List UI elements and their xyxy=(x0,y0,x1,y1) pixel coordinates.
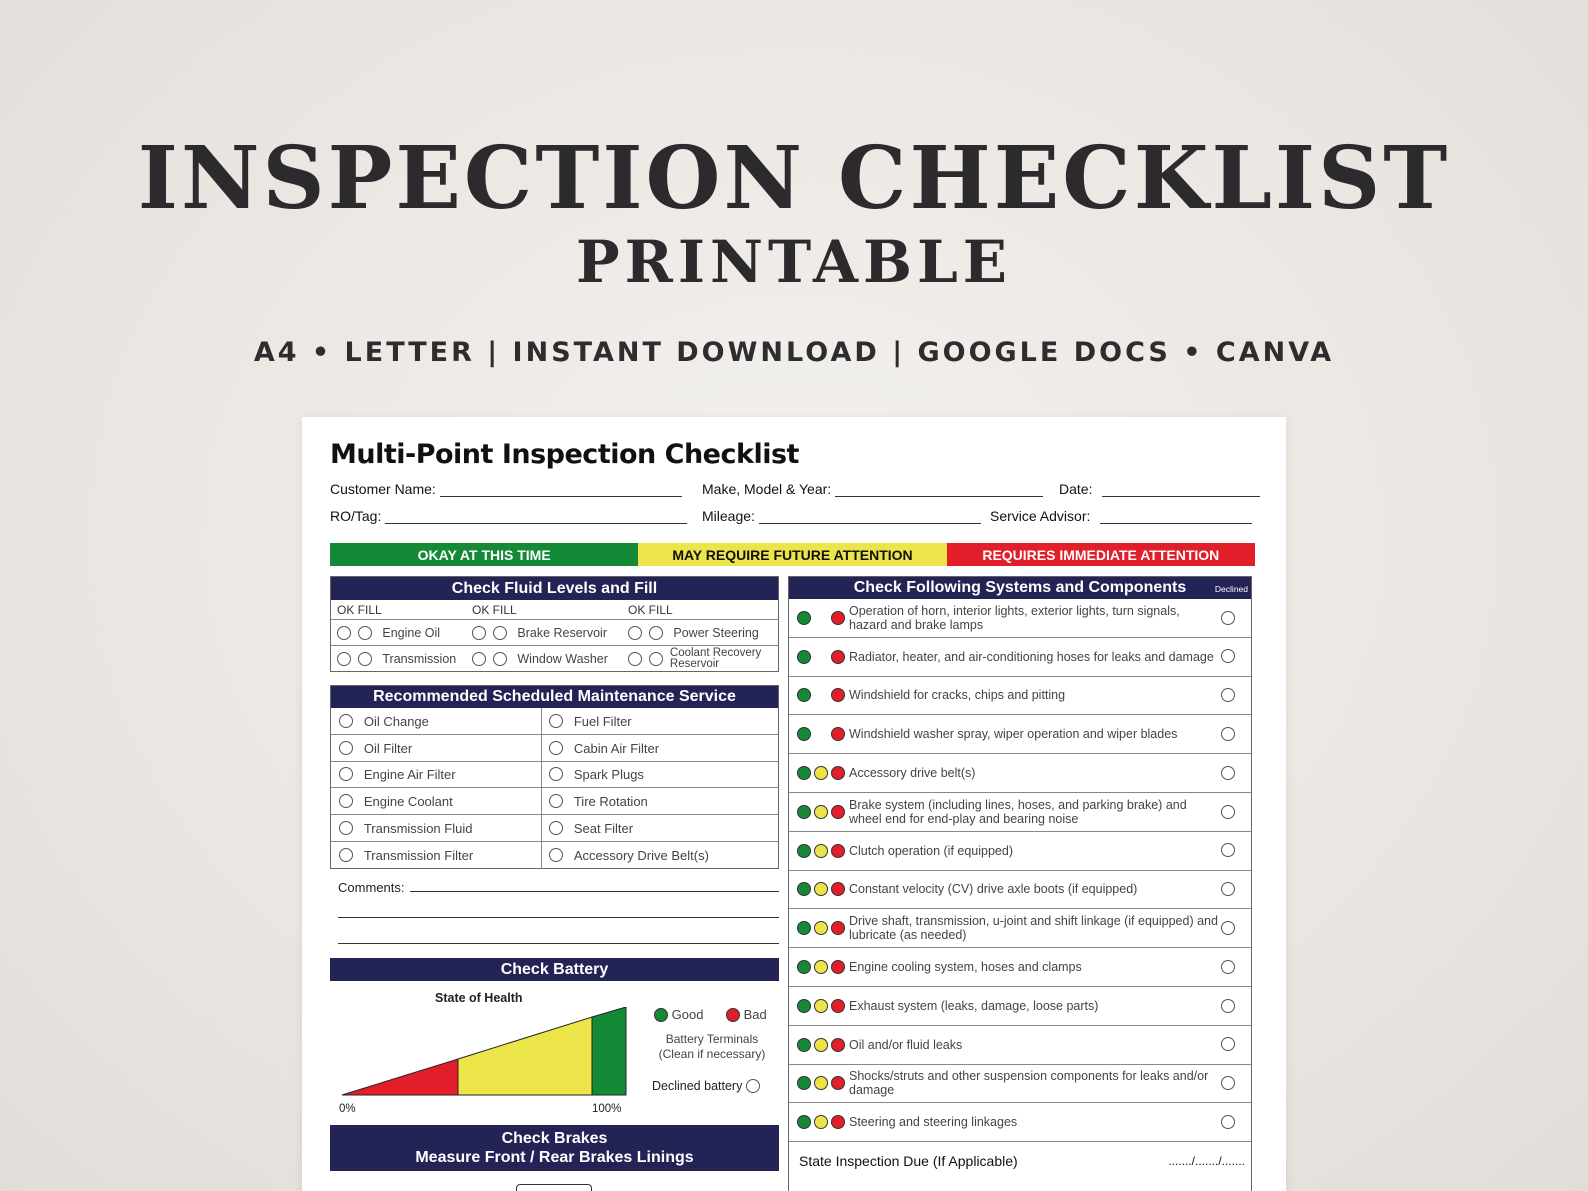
declined-checkbox[interactable] xyxy=(1221,960,1235,974)
yellow-status-dot-icon[interactable] xyxy=(814,960,828,974)
system-row-label: Clutch operation (if equipped) xyxy=(849,843,1013,858)
green-status-dot-icon[interactable] xyxy=(797,844,811,858)
mileage-field[interactable] xyxy=(702,508,981,524)
maintenance-item xyxy=(339,761,456,787)
declined-checkbox[interactable] xyxy=(1221,688,1235,702)
yellow-status-dot-icon[interactable] xyxy=(814,921,828,935)
maintenance-label: Engine Coolant xyxy=(363,793,453,809)
spacer xyxy=(814,688,828,702)
declined-checkbox[interactable] xyxy=(1221,843,1235,857)
maintenance-label: Engine Air Filter xyxy=(363,766,456,782)
gauge-min-label: 0% xyxy=(339,1103,356,1115)
fluid-header: Check Fluid Levels and Fill xyxy=(331,577,778,600)
red-status-dot-icon[interactable] xyxy=(831,1038,845,1052)
fill-checkbox[interactable] xyxy=(358,626,372,640)
make-model-year-label: Make, Model & Year: xyxy=(702,481,832,497)
fluid-item-power-steering xyxy=(628,620,759,646)
fluid-item-brake-reservoir xyxy=(472,620,607,646)
declined-cell xyxy=(1221,609,1251,627)
yellow-status-dot-icon[interactable] xyxy=(814,844,828,858)
declined-cell xyxy=(1221,880,1251,898)
checkbox[interactable] xyxy=(339,767,353,781)
fill-checkbox[interactable] xyxy=(358,652,372,666)
green-status-dot-icon[interactable] xyxy=(797,727,811,741)
yellow-status-dot-icon[interactable] xyxy=(814,1115,828,1129)
system-row xyxy=(789,871,1251,910)
declined-cell xyxy=(1221,1074,1251,1092)
red-status-dot-icon[interactable] xyxy=(831,1076,845,1090)
comments-label: Comments: xyxy=(338,880,405,895)
system-row xyxy=(789,793,1251,832)
ok-checkbox[interactable] xyxy=(628,626,642,640)
fill-checkbox[interactable] xyxy=(493,652,507,666)
green-status-dot-icon[interactable] xyxy=(797,960,811,974)
fluid-col-label-3: OK FILL xyxy=(628,603,673,617)
maintenance-label: Cabin Air Filter xyxy=(573,740,660,756)
fluid-label: Coolant Recovery Reservoir xyxy=(669,647,762,670)
customer-name-field[interactable] xyxy=(330,481,682,497)
system-row-label: Constant velocity (CV) drive axle boots (if equipped) xyxy=(849,882,1138,897)
status-dots xyxy=(789,805,849,819)
mileage-label: Mileage: xyxy=(702,508,755,524)
maintenance-item xyxy=(339,708,429,734)
declined-cell xyxy=(1221,958,1251,976)
legend-future: MAY REQUIRE FUTURE ATTENTION xyxy=(638,543,946,566)
maintenance-label: Spark Plugs xyxy=(573,766,644,782)
system-row-label: Exhaust system (leaks, damage, loose parts) xyxy=(849,998,1099,1013)
system-row-label: Windshield washer spray, wiper operation and wiper blades xyxy=(849,727,1178,742)
comments-line[interactable] xyxy=(338,917,779,918)
status-dots xyxy=(789,1115,849,1129)
hero-subtitle: PRINTABLE xyxy=(576,228,1012,296)
declined-cell xyxy=(1221,1036,1251,1054)
maintenance-label: Oil Change xyxy=(363,713,429,729)
yellow-status-dot-icon[interactable] xyxy=(814,1038,828,1052)
declined-cell xyxy=(1221,648,1251,666)
fluid-col-label-1: OK FILL xyxy=(337,603,382,617)
declined-cell xyxy=(1221,919,1251,937)
ok-checkbox[interactable] xyxy=(472,652,486,666)
fluid-label: Engine Oil xyxy=(382,626,441,640)
fluid-label: Brake Reservoir xyxy=(517,626,607,640)
legend-ok: OKAY AT THIS TIME xyxy=(330,543,638,566)
maintenance-item xyxy=(549,735,659,761)
red-status-dot-icon[interactable] xyxy=(831,1115,845,1129)
maintenance-item xyxy=(339,735,412,761)
system-row xyxy=(789,1103,1251,1142)
declined-cell xyxy=(1221,686,1251,704)
hero-formats: A4 • LETTER | INSTANT DOWNLOAD | GOOGLE DOCS • CANVA xyxy=(253,337,1335,368)
maintenance-item xyxy=(339,788,453,814)
system-row xyxy=(789,638,1251,677)
hero-title: INSPECTION CHECKLIST xyxy=(137,128,1451,229)
system-row xyxy=(789,754,1251,793)
green-status-dot-icon[interactable] xyxy=(797,999,811,1013)
checkbox[interactable] xyxy=(339,821,353,835)
green-status-dot-icon[interactable] xyxy=(797,688,811,702)
state-inspection-label: State Inspection Due (If Applicable) xyxy=(799,1153,1018,1169)
fluid-item-engine-oil xyxy=(337,620,440,646)
date-label: Date: xyxy=(1059,481,1093,497)
declined-checkbox[interactable] xyxy=(1221,611,1235,625)
status-dots xyxy=(789,921,849,935)
battery-good-option[interactable] xyxy=(654,1007,703,1022)
spacer xyxy=(814,650,828,664)
fill-checkbox[interactable] xyxy=(493,626,507,640)
battery-bad-option[interactable] xyxy=(726,1007,767,1022)
red-status-dot-icon[interactable] xyxy=(831,650,845,664)
declined-cell xyxy=(1221,842,1251,860)
fill-checkbox[interactable] xyxy=(649,652,663,666)
checklist-sheet xyxy=(302,417,1286,1191)
fluid-item-transmission xyxy=(337,646,456,672)
system-row xyxy=(789,599,1251,638)
system-row xyxy=(789,832,1251,871)
system-row-label: Windshield for cracks, chips and pitting xyxy=(849,688,1066,703)
declined-checkbox[interactable] xyxy=(1221,1037,1235,1051)
green-status-dot-icon[interactable] xyxy=(797,611,811,625)
system-row xyxy=(789,715,1251,754)
declined-battery-label: Declined battery xyxy=(652,1079,743,1093)
declined-checkbox[interactable] xyxy=(1221,805,1235,819)
declined-checkbox[interactable] xyxy=(1221,766,1235,780)
declined-checkbox[interactable] xyxy=(1221,921,1235,935)
fluid-col-label-2: OK FILL xyxy=(472,603,517,617)
battery-state-label: State of Health xyxy=(435,991,523,1005)
ok-checkbox[interactable] xyxy=(337,652,351,666)
maintenance-item xyxy=(549,761,644,787)
maintenance-item xyxy=(339,815,472,841)
maintenance-item xyxy=(549,708,632,734)
system-row xyxy=(789,909,1251,948)
fluid-item-coolant-recovery xyxy=(628,646,778,672)
green-status-dot-icon[interactable] xyxy=(797,1115,811,1129)
system-row-label: Accessory drive belt(s) xyxy=(849,766,976,781)
fluid-label: Window Washer xyxy=(517,652,608,666)
maintenance-label: Oil Filter xyxy=(363,740,413,756)
declined-cell xyxy=(1221,764,1251,782)
spacer xyxy=(814,611,828,625)
status-dots xyxy=(789,1038,849,1052)
declined-checkbox[interactable] xyxy=(1221,882,1235,896)
terminals-note: (Clean if necessary) xyxy=(658,1047,766,1061)
service-advisor-field[interactable] xyxy=(990,508,1252,524)
state-inspection-row xyxy=(789,1142,1251,1180)
make-model-year-field[interactable] xyxy=(702,481,1043,497)
terminals-label: Battery Terminals xyxy=(665,1032,759,1046)
checkbox[interactable] xyxy=(549,821,563,835)
customer-name-label: Customer Name: xyxy=(330,481,436,497)
battery-terminals xyxy=(642,1032,782,1062)
brakes-subtitle: Measure Front / Rear Brakes Linings xyxy=(415,1149,694,1166)
date-field[interactable] xyxy=(1059,481,1260,497)
systems-header xyxy=(789,577,1251,599)
system-row-label: Drive shaft, transmission, u-joint and shift linkage (if equipped) and lubricate (as needed) xyxy=(849,914,1218,943)
spacer xyxy=(814,727,828,741)
ro-tag-label: RO/Tag: xyxy=(330,508,382,524)
status-legend xyxy=(330,543,1255,566)
status-dots xyxy=(789,650,849,664)
yellow-status-dot-icon[interactable] xyxy=(814,766,828,780)
declined-cell xyxy=(1221,725,1251,743)
red-status-dot-icon[interactable] xyxy=(831,727,845,741)
gauge-red-segment xyxy=(342,1059,458,1095)
system-row xyxy=(789,1065,1251,1104)
brakes-title: Check Brakes xyxy=(501,1130,608,1147)
yellow-status-dot-icon[interactable] xyxy=(814,805,828,819)
status-dots xyxy=(789,688,849,702)
red-status-dot-icon[interactable] xyxy=(831,882,845,896)
red-status-dot-icon[interactable] xyxy=(831,611,845,625)
maintenance-label: Fuel Filter xyxy=(573,713,632,729)
status-dots xyxy=(789,999,849,1013)
green-status-dot-icon[interactable] xyxy=(797,921,811,935)
battery-header: Check Battery xyxy=(330,958,779,981)
yellow-status-dot-icon[interactable] xyxy=(814,999,828,1013)
comments-line[interactable] xyxy=(410,891,779,892)
green-status-dot-icon[interactable] xyxy=(797,805,811,819)
system-row xyxy=(789,987,1251,1026)
status-dots xyxy=(789,727,849,741)
status-dots xyxy=(789,882,849,896)
service-advisor-label: Service Advisor: xyxy=(990,508,1091,524)
systems-title: Check Following Systems and Components xyxy=(853,579,1187,596)
state-inspection-date[interactable]: ......./......./....... xyxy=(1168,1154,1245,1168)
red-status-dot-icon[interactable] xyxy=(831,999,845,1013)
green-status-dot-icon[interactable] xyxy=(797,882,811,896)
status-dots xyxy=(789,960,849,974)
red-status-dot-icon[interactable] xyxy=(831,805,845,819)
checkbox[interactable] xyxy=(549,767,563,781)
declined-checkbox[interactable] xyxy=(1221,727,1235,741)
maintenance-header: Recommended Scheduled Maintenance Service xyxy=(331,686,778,708)
maintenance-label: Accessory Drive Belt(s) xyxy=(573,847,709,863)
declined-checkbox[interactable] xyxy=(1221,1115,1235,1129)
declined-column-label: Declined xyxy=(1214,584,1248,594)
battery-health-gauge xyxy=(340,1007,630,1099)
declined-battery-option[interactable] xyxy=(652,1079,760,1093)
fill-checkbox[interactable] xyxy=(649,626,663,640)
status-dots xyxy=(789,1076,849,1090)
green-status-dot-icon[interactable] xyxy=(797,1076,811,1090)
ok-checkbox[interactable] xyxy=(628,652,642,666)
bad-dot-icon xyxy=(726,1008,740,1022)
green-status-dot-icon[interactable] xyxy=(797,650,811,664)
maintenance-label: Seat Filter xyxy=(573,820,634,836)
maintenance-item xyxy=(549,788,648,814)
checkbox[interactable] xyxy=(549,741,563,755)
maintenance-item xyxy=(549,815,633,841)
fluid-label: Power Steering xyxy=(673,626,759,640)
checkbox[interactable] xyxy=(339,794,353,808)
ok-checkbox[interactable] xyxy=(472,626,486,640)
system-row xyxy=(789,948,1251,987)
maintenance-label: Transmission Filter xyxy=(363,847,474,863)
declined-checkbox[interactable] xyxy=(1221,1076,1235,1090)
green-status-dot-icon[interactable] xyxy=(797,766,811,780)
yellow-status-dot-icon[interactable] xyxy=(814,1076,828,1090)
system-row-label: Operation of horn, interior lights, exterior lights, turn signals, hazard and brake lamps xyxy=(849,603,1180,632)
system-row xyxy=(789,677,1251,716)
red-status-dot-icon[interactable] xyxy=(831,766,845,780)
status-dots xyxy=(789,844,849,858)
declined-cell xyxy=(1221,997,1251,1015)
checkbox[interactable] xyxy=(549,848,563,862)
status-dots xyxy=(789,766,849,780)
ok-checkbox[interactable] xyxy=(337,626,351,640)
declined-checkbox[interactable] xyxy=(1221,999,1235,1013)
yellow-status-dot-icon[interactable] xyxy=(814,882,828,896)
comments-line[interactable] xyxy=(338,943,779,944)
red-status-dot-icon[interactable] xyxy=(831,844,845,858)
maintenance-item xyxy=(549,842,709,868)
green-status-dot-icon[interactable] xyxy=(797,1038,811,1052)
maintenance-section xyxy=(330,685,779,869)
fluid-item-window-washer xyxy=(472,646,608,672)
good-dot-icon xyxy=(654,1008,668,1022)
system-row-label: Radiator, heater, and air-conditioning hoses for leaks and damage xyxy=(849,649,1214,664)
checkbox[interactable] xyxy=(549,714,563,728)
legend-immediate: REQUIRES IMMEDIATE ATTENTION xyxy=(947,543,1255,566)
red-status-dot-icon[interactable] xyxy=(831,921,845,935)
bad-label: Bad xyxy=(743,1007,767,1022)
checkbox[interactable] xyxy=(339,714,353,728)
system-row-label: Brake system (including lines, hoses, and parking brake) and wheel end for end-play and bearing noise xyxy=(849,797,1187,826)
system-row-label: Oil and/or fluid leaks xyxy=(849,1037,963,1052)
checkbox[interactable] xyxy=(339,741,353,755)
brakes-header xyxy=(330,1125,779,1171)
declined-cell xyxy=(1221,1113,1251,1131)
maintenance-label: Tire Rotation xyxy=(573,793,648,809)
gauge-max-label: 100% xyxy=(592,1103,622,1115)
maintenance-item xyxy=(339,842,473,868)
doc-title: Multi-Point Inspection Checklist xyxy=(330,439,799,470)
checkbox[interactable] xyxy=(339,848,353,862)
systems-section xyxy=(788,576,1252,1191)
declined-checkbox[interactable] xyxy=(1221,649,1235,663)
maintenance-label: Transmission Fluid xyxy=(363,820,473,836)
system-row-label: Steering and steering linkages xyxy=(849,1115,1018,1130)
ro-tag-field[interactable] xyxy=(330,508,687,524)
fluid-label: Transmission xyxy=(382,652,457,666)
system-row-label: Engine cooling system, hoses and clamps xyxy=(849,960,1082,975)
gauge-yellow-segment xyxy=(458,1017,592,1095)
good-label: Good xyxy=(671,1007,704,1022)
system-row-label: Shocks/struts and other suspension components for leaks and/or damage xyxy=(849,1069,1209,1098)
fluid-section xyxy=(330,576,779,672)
checkbox[interactable] xyxy=(549,794,563,808)
system-row xyxy=(789,1026,1251,1065)
gauge-green-segment xyxy=(592,1007,626,1095)
brake-pad-icon xyxy=(516,1184,592,1191)
red-status-dot-icon[interactable] xyxy=(831,688,845,702)
declined-battery-checkbox[interactable] xyxy=(746,1079,760,1093)
red-status-dot-icon[interactable] xyxy=(831,960,845,974)
declined-cell xyxy=(1221,803,1251,821)
status-dots xyxy=(789,611,849,625)
